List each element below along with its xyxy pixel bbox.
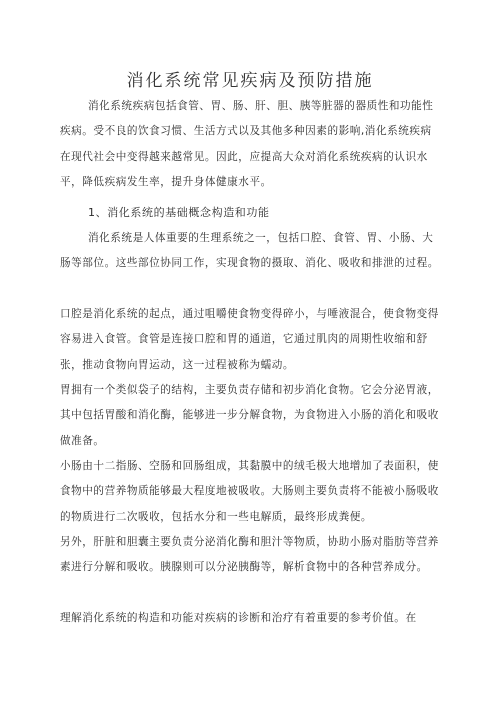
paragraph-6-text: 理解消化系统的构造和功能对疾病的诊断和治疗有着重要的参考价值。在	[60, 612, 417, 624]
paragraph-5	[60, 530, 442, 581]
paragraph-3-text: 胃拥有一个类似袋子的结构，主要负责存储和初步消化食物。它会分泌胃液，其中包括胃酸和消化酶，能够进一步分解食物，为食物进入小肠的消化和吸收做准备。	[60, 384, 439, 447]
paragraph-6	[60, 606, 442, 631]
paragraph-1	[60, 226, 442, 277]
paragraph-2-text: 口腔是消化系统的起点，通过咀嚼使食物变得碎小，与唾液混合，使食物变得容易进入食管。食管是连接口腔和胃的通道，它通过肌肉的周期性收缩和舒张，推动食物向胃运动，这一过程被称为蠕动。	[60, 308, 439, 371]
paragraph-1-text: 消化系统是人体重要的生理系统之一，包括口腔、食管、胃、小肠、大肠等部位。这些部位协同工作，实现食物的摄取、消化、吸收和排泄的过程。	[60, 232, 439, 270]
paragraph-4-text: 小肠由十二指肠、空肠和回肠组成，其黏膜中的绒毛极大地增加了表面积，使食物中的营养物质能够最大程度地被吸收。大肠则主要负责将不能被小肠吸收的物质进行二次吸收，包括水分和一些电解质，最终形成粪便。	[60, 460, 439, 523]
paragraph-2	[60, 302, 442, 378]
intro-paragraph	[60, 94, 442, 196]
paragraph-4	[60, 454, 442, 530]
intro-text: 消化系统疾病包括食管、胃、肠、肝、胆、胰等脏器的器质性和功能性疾病。受不良的饮食习惯、生活方式以及其他多种因素的影响,消化系统疾病在现代社会中变得越来越常见。因此，应提高大众对消化系统疾病的认识水平，降低疾病发生率，提升身体健康水平。	[60, 100, 434, 189]
document-title: 消化系统常见疾病及预防措施	[126, 71, 374, 91]
section-heading: 1、消化系统的基础概念构造和功能	[88, 206, 270, 219]
paragraph-5-text: 另外，肝脏和胆囊主要负责分泌消化酶和胆汁等物质，协助小肠对脂肪等营养素进行分解和吸收。胰腺则可以分泌胰酶等，解析食物中的各种营养成分。	[60, 536, 439, 574]
paragraph-3	[60, 378, 442, 454]
